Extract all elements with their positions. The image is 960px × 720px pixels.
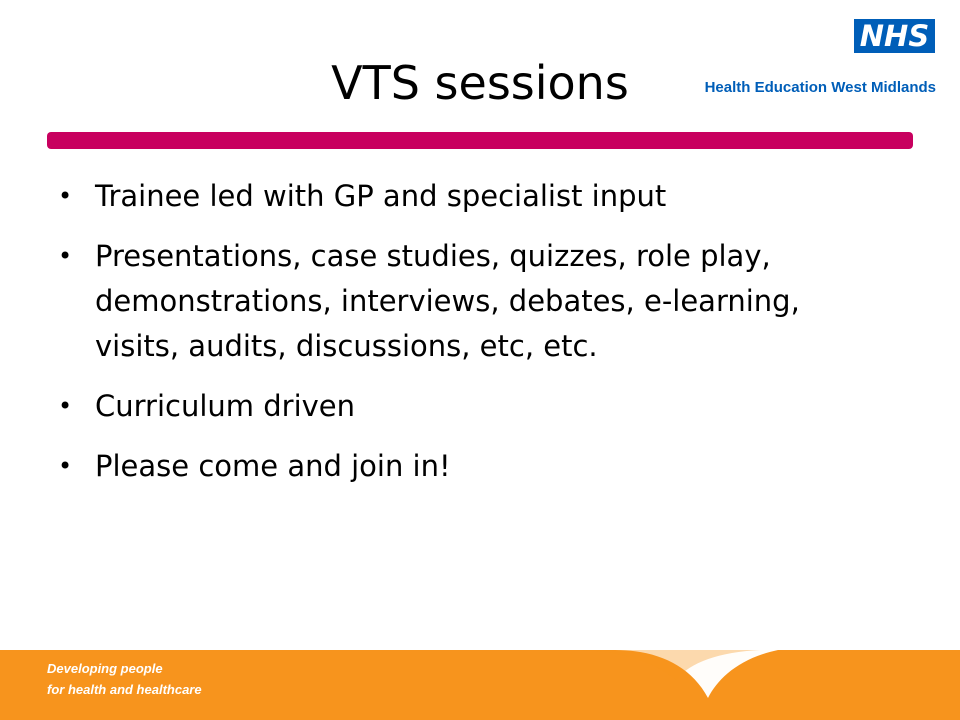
nhs-logo: NHS [854,19,935,53]
bullet-text: Please come and join in! [95,449,451,483]
organization-name: Health Education West Midlands [704,79,936,96]
footer-line: for health and healthcare [47,682,202,697]
footer-text [47,658,202,700]
bullet-item [58,444,878,489]
bullet-icon: • [58,182,73,210]
bullet-item [58,384,878,429]
title-accent-bar [47,132,913,149]
bullet-text: Trainee led with GP and specialist input [95,179,667,213]
bullet-text: Curriculum driven [95,389,356,423]
bullet-item [58,174,878,219]
bullet-icon: • [58,242,73,270]
bullet-text: Presentations, case studies, quizzes, role play, demonstrations, interviews, debates, e-learning, visits, audits, discussions, etc, etc. [95,239,800,363]
footer-band [0,650,960,720]
bullet-list [58,174,878,504]
bullet-icon: • [58,452,73,480]
bullet-item [58,234,878,369]
slide-title: VTS sessions [331,56,629,110]
footer-line: Developing people [47,661,163,676]
bullet-icon: • [58,392,73,420]
